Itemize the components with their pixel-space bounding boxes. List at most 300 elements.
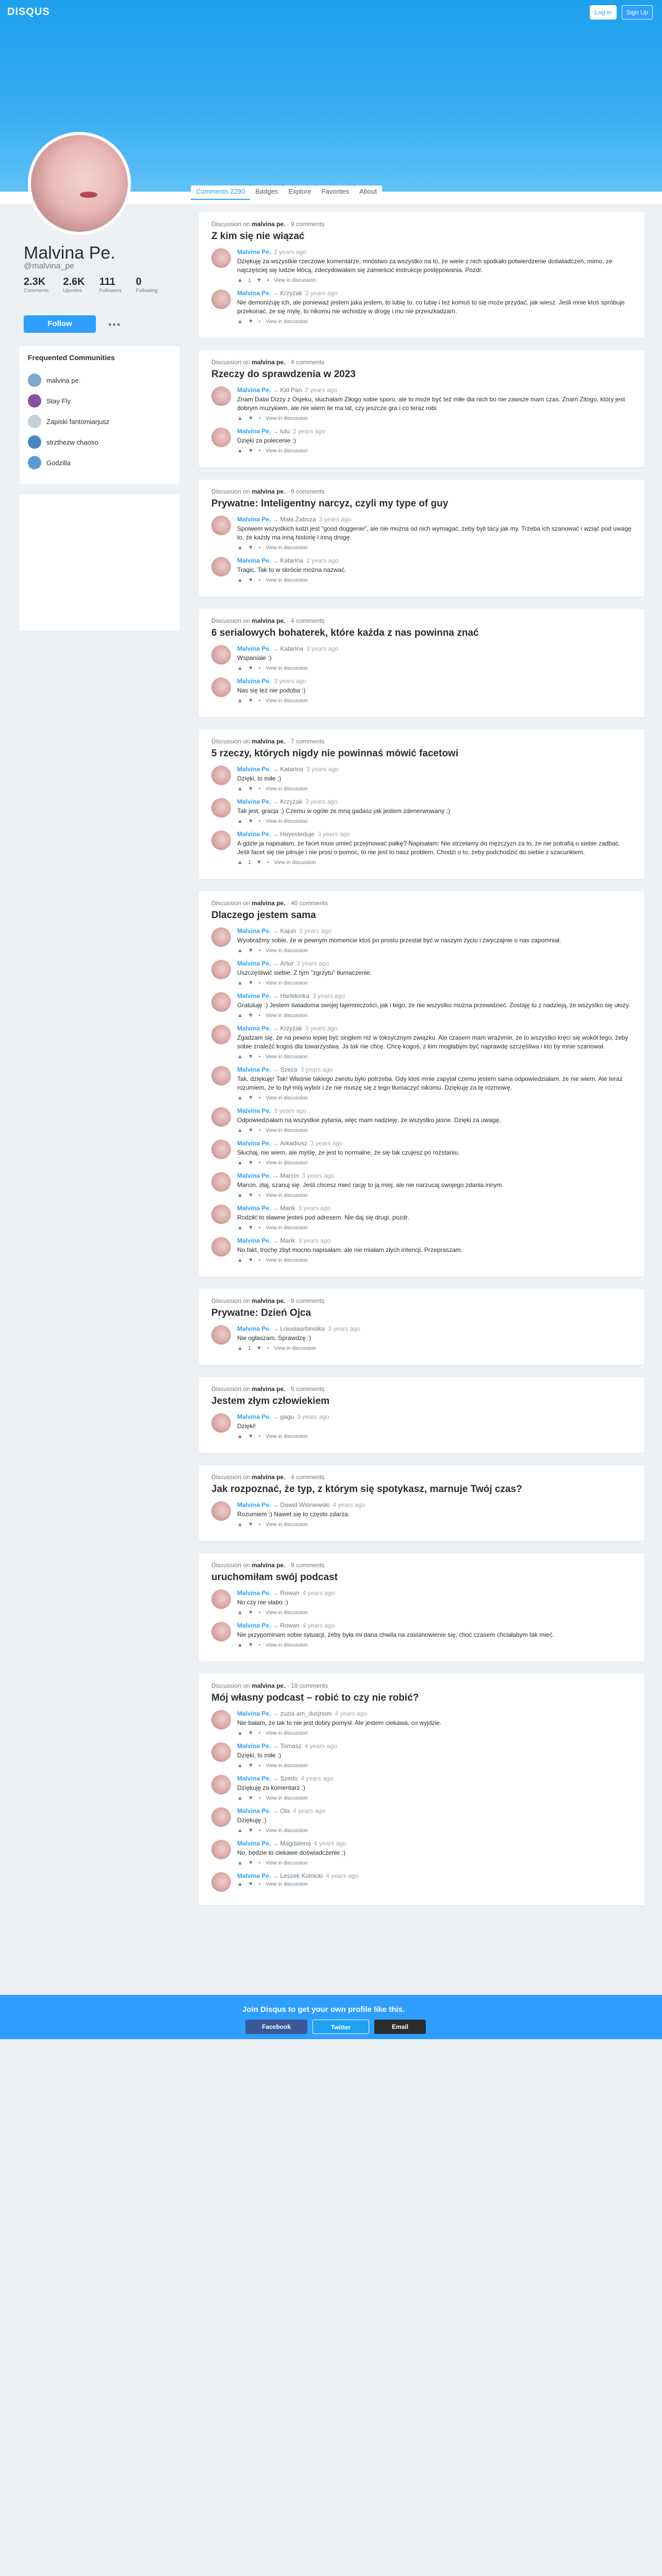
tab-comments[interactable]: Comments 2290 (191, 185, 250, 200)
comment-time[interactable]: 4 years ago (293, 1807, 325, 1815)
comment-time[interactable]: 4 years ago (333, 1501, 366, 1509)
view-in-discussion-link[interactable]: View in discussion (266, 1192, 308, 1198)
comment-time[interactable]: 3 years ago (318, 831, 350, 838)
upvote-icon[interactable]: ▲ (237, 318, 243, 325)
comment (211, 766, 632, 792)
comment-actions (237, 665, 632, 671)
view-in-discussion-link[interactable]: View in discussion (266, 980, 308, 986)
upvote-icon[interactable]: ▲ (237, 1127, 243, 1133)
site-link[interactable]: malvina pe. (252, 1385, 286, 1393)
email-button[interactable]: Email (374, 2020, 426, 2034)
site-link[interactable]: malvina pe. (252, 1562, 286, 1569)
comment-time[interactable]: 3 years ago (297, 1413, 329, 1420)
comment-time[interactable]: 3 years ago (306, 766, 339, 773)
comment-author[interactable]: Malvina Pe. (237, 1066, 271, 1073)
reply-to-author[interactable]: Leszek Kolnicki (280, 1872, 323, 1879)
site-link[interactable]: malvina pe. (252, 221, 286, 228)
discussion-card (199, 1465, 644, 1541)
avatar[interactable] (211, 645, 231, 665)
avatar[interactable] (211, 1205, 231, 1224)
comment-author[interactable]: Malvina Pe. (237, 1172, 271, 1179)
avatar[interactable] (211, 428, 231, 447)
downvote-icon[interactable]: ▼ (247, 818, 254, 824)
downvote-icon[interactable]: ▼ (247, 698, 254, 704)
comment (211, 645, 632, 671)
discussion-title[interactable]: 5 rzeczy, których nigdy nie powinnaś mówić facetowi (211, 748, 458, 759)
reply-to-author[interactable]: gagu (280, 1413, 294, 1420)
avatar[interactable] (211, 766, 231, 785)
view-in-discussion-link[interactable]: View in discussion (266, 1881, 308, 1887)
upvote-icon[interactable]: ▲ (237, 1192, 243, 1198)
tab-favorites[interactable]: Favorites (317, 185, 354, 200)
facebook-button[interactable]: Facebook (245, 2020, 307, 2034)
view-in-discussion-link[interactable]: View in discussion (266, 1054, 308, 1060)
view-in-discussion-link[interactable]: View in discussion (266, 1095, 308, 1101)
upvote-icon[interactable]: ▲ (237, 1730, 243, 1736)
comment-time[interactable]: 3 years ago (328, 1325, 360, 1332)
comment-author[interactable]: Malvina Pe. (237, 831, 271, 838)
comment-count[interactable]: 9 comments (291, 488, 325, 495)
comment-text: Wspaniale :) (237, 654, 272, 662)
view-in-discussion-link[interactable]: View in discussion (266, 1521, 308, 1528)
downvote-icon[interactable]: ▼ (247, 1192, 254, 1198)
downvote-icon[interactable]: ▼ (247, 1642, 254, 1648)
comment-author[interactable]: Malvina Pe. (237, 1840, 271, 1847)
downvote-icon[interactable]: ▼ (247, 318, 254, 325)
view-in-discussion-link[interactable]: View in discussion (266, 415, 308, 421)
reply-to-author[interactable]: Dawid Wiśniewski (280, 1501, 330, 1509)
upvote-icon[interactable]: ▲ (237, 1054, 243, 1060)
profile-stats (24, 276, 158, 294)
reply-to-author[interactable]: Krzyżak (280, 290, 303, 297)
comment-text: Rozumiem :) Nawet się to często zdarza. (237, 1511, 350, 1518)
comment-author[interactable]: Malvina Pe. (237, 645, 271, 652)
view-in-discussion-link[interactable]: View in discussion (266, 818, 308, 824)
reply-to-author[interactable]: Szedo (280, 1775, 298, 1782)
comment-time[interactable]: 2 years ago (293, 428, 325, 435)
view-in-discussion-link[interactable]: View in discussion (266, 1433, 308, 1439)
view-in-discussion-link[interactable]: View in discussion (266, 1730, 308, 1736)
reply-to-author[interactable]: Arkadiusz (280, 1140, 308, 1147)
comment-author[interactable]: Malvina Pe. (237, 290, 271, 297)
upvote-icon[interactable]: ▲ (237, 1860, 243, 1866)
avatar[interactable] (211, 516, 231, 535)
view-in-discussion-link[interactable]: View in discussion (266, 1795, 308, 1801)
comment-time[interactable]: 3 years ago (305, 798, 338, 805)
follow-button[interactable]: Follow (24, 315, 96, 333)
comment-time[interactable]: 3 years ago (296, 960, 329, 967)
reply-to-author[interactable]: Rowan (280, 1589, 300, 1597)
comment-author[interactable]: Malvina Pe. (237, 1107, 271, 1114)
avatar[interactable] (211, 1025, 231, 1044)
downvote-icon[interactable]: ▼ (247, 1827, 254, 1834)
discussion-title[interactable]: Dlaczego jestem sama (211, 910, 316, 921)
view-in-discussion-link[interactable]: View in discussion (266, 577, 308, 583)
comment-author[interactable]: Malvina Pe. (237, 1807, 271, 1815)
comment-count[interactable]: 5 comments (291, 1385, 325, 1393)
upvote-icon[interactable]: ▲ (237, 415, 243, 421)
downvote-icon[interactable]: ▼ (247, 1881, 254, 1887)
stat-followers[interactable]: 111 Followers (99, 276, 122, 294)
comment-author[interactable]: Malvina Pe. (237, 960, 271, 967)
upvote-icon[interactable]: ▲ (237, 448, 243, 454)
downvote-icon[interactable]: ▼ (247, 1160, 254, 1166)
comment-count[interactable]: 9 comments (291, 1297, 325, 1304)
upvote-icon[interactable]: ▲ (237, 1433, 243, 1439)
comment-author[interactable]: Malvina Pe. (237, 1710, 271, 1717)
view-in-discussion-link[interactable]: View in discussion (266, 947, 308, 954)
site-link[interactable]: malvina pe. (252, 1682, 286, 1689)
avatar[interactable] (211, 1775, 231, 1794)
upvote-icon[interactable]: ▲ (237, 665, 243, 671)
card-meta: Discussion on malvina pe. · 9 comments (211, 1562, 325, 1569)
site-link[interactable]: malvina pe. (252, 617, 286, 624)
downvote-icon[interactable]: ▼ (247, 415, 254, 421)
reply-to-author[interactable]: Szeza (280, 1066, 297, 1073)
discussion-title[interactable]: Prywatne: Dzień Ojca (211, 1308, 311, 1318)
comment-author[interactable]: Malvina Pe. (237, 248, 271, 256)
comment-author[interactable]: Malvina Pe. (237, 1140, 271, 1147)
comment-time[interactable]: 4 years ago (313, 1840, 346, 1847)
upvote-icon[interactable]: ▲ (237, 545, 243, 551)
discussion-title[interactable]: Mój własny podcast – robić to czy nie robić? (211, 1692, 419, 1703)
comment-time[interactable]: 3 years ago (274, 677, 307, 685)
downvote-icon[interactable]: ▼ (256, 277, 262, 283)
stat-following[interactable]: 0 Following (136, 276, 158, 294)
reply-to-author[interactable]: Artur (280, 960, 294, 967)
reply-to-author[interactable]: Lolusiaarbinolka (280, 1325, 325, 1332)
comment-time[interactable]: 3 years ago (298, 1205, 331, 1212)
downvote-icon[interactable]: ▼ (256, 859, 262, 866)
avatar[interactable] (211, 1172, 231, 1192)
comment-time[interactable]: 3 years ago (319, 516, 352, 523)
avatar[interactable] (211, 1325, 231, 1345)
stat-comments[interactable]: 2.3K Comments (24, 276, 49, 294)
comment-count[interactable]: 4 comments (291, 359, 325, 366)
avatar[interactable] (211, 1107, 231, 1127)
comment-time[interactable]: 2 years ago (305, 290, 338, 297)
site-link[interactable]: malvina pe. (252, 359, 286, 366)
reply-to-author[interactable]: Kajun (280, 927, 296, 935)
reply-to-author[interactable]: Rowan (280, 1622, 300, 1629)
comment-author[interactable]: Malvina Pe. (237, 1775, 271, 1782)
signup-button[interactable]: Sign Up (622, 5, 653, 20)
upvote-icon[interactable]: ▲ (237, 1521, 243, 1528)
downvote-icon[interactable]: ▼ (247, 448, 254, 454)
reply-arrow-icon: → (272, 1205, 279, 1212)
comment-author[interactable]: Malvina Pe. (237, 1237, 271, 1244)
avatar[interactable] (211, 1710, 231, 1730)
upvote-icon[interactable]: ▲ (237, 947, 243, 954)
avatar[interactable] (211, 1840, 231, 1859)
upvote-icon[interactable]: ▲ (237, 1225, 243, 1231)
discussion-title[interactable]: Prywatne: Inteligentny narcyz, czyli my type of guy (211, 498, 449, 509)
upvote-icon[interactable]: ▲ (237, 277, 243, 283)
view-in-discussion-link[interactable]: View in discussion (266, 698, 308, 704)
downvote-icon[interactable]: ▼ (247, 1127, 254, 1133)
avatar[interactable] (211, 290, 231, 309)
comment-author[interactable]: Malvina Pe. (237, 516, 271, 523)
twitter-button[interactable]: Twitter (312, 2020, 369, 2034)
comment-time[interactable]: 4 years ago (301, 1775, 334, 1782)
upvote-icon[interactable]: ▲ (237, 1012, 243, 1019)
avatar[interactable] (211, 677, 231, 697)
comment-time[interactable]: 4 years ago (326, 1872, 358, 1879)
reply-to-author[interactable]: Marcin (280, 1172, 299, 1179)
comment-author[interactable]: Malvina Pe. (237, 992, 271, 999)
view-in-discussion-link[interactable]: View in discussion (266, 1609, 308, 1616)
downvote-icon[interactable]: ▼ (256, 1345, 262, 1351)
downvote-icon[interactable]: ▼ (247, 786, 254, 792)
discussion-title[interactable]: Rzeczy do sprawdzenia w 2023 (211, 369, 356, 380)
comment-author[interactable]: Malvina Pe. (237, 1325, 271, 1332)
comment-time[interactable]: 3 years ago (306, 645, 339, 652)
discussion-title[interactable]: uruchomiłam swój podcast (211, 1572, 338, 1583)
comment-feed (199, 212, 644, 1918)
disqus-logo[interactable]: DISQUS (7, 6, 50, 18)
upvote-icon[interactable]: ▲ (237, 1345, 243, 1351)
upvote-icon[interactable]: ▲ (237, 1160, 243, 1166)
comment-author[interactable]: Malvina Pe. (237, 1205, 271, 1212)
upvote-icon[interactable]: ▲ (237, 1881, 243, 1887)
discussion-title[interactable]: Z kim się nie wiązać (211, 231, 305, 242)
upvote-icon[interactable]: ▲ (237, 1762, 243, 1769)
downvote-icon[interactable]: ▼ (247, 1257, 254, 1263)
community-item[interactable] (28, 432, 171, 452)
comment-author[interactable]: Malvina Pe. (237, 428, 271, 435)
comment-author[interactable]: Malvina Pe. (237, 677, 271, 685)
comment-author[interactable]: Malvina Pe. (237, 386, 271, 394)
upvote-icon[interactable]: ▲ (237, 1257, 243, 1263)
avatar[interactable] (211, 992, 231, 1012)
comment-time[interactable]: 3 years ago (300, 1066, 333, 1073)
comment-time[interactable]: 3 years ago (274, 1107, 307, 1114)
comment-time[interactable]: 2 years ago (305, 386, 338, 394)
communities-title: Frequented Communities (28, 353, 115, 362)
reply-to-author[interactable]: Mała Żaboza (280, 516, 316, 523)
comment-author[interactable]: Malvina Pe. (237, 927, 271, 935)
comment-author[interactable]: Malvina Pe. (237, 1025, 271, 1032)
view-in-discussion-link[interactable]: View in discussion (274, 277, 316, 283)
downvote-icon[interactable]: ▼ (247, 1012, 254, 1019)
avatar[interactable] (211, 1413, 231, 1433)
comment-text: Tak jest, gracja :) Czemu w ogóle ze mną gadasz jak jestem zdenerwowany ;) (237, 807, 450, 815)
more-options-icon[interactable]: ••• (108, 319, 121, 330)
comment-time[interactable]: 3 years ago (312, 992, 345, 999)
site-link[interactable]: malvina pe. (252, 488, 286, 495)
community-item[interactable] (28, 391, 171, 411)
vote-count: 1 (247, 859, 252, 866)
view-in-discussion-link[interactable]: View in discussion (266, 786, 308, 792)
upvote-icon[interactable]: ▲ (237, 1609, 243, 1616)
reply-to-author[interactable]: Hayesteduje (280, 831, 315, 838)
discussion-title[interactable]: Jestem złym człowiekiem (211, 1396, 330, 1406)
comment-text: Nie przypominam sobie sytuacji, żeby była mi dana chwila na zastanowienie się, choć czasem chciałabym tak mieć. (237, 1631, 554, 1638)
view-in-discussion-link[interactable]: View in discussion (266, 1012, 308, 1019)
downvote-icon[interactable]: ▼ (247, 1225, 254, 1231)
site-link[interactable]: malvina pe. (252, 900, 286, 907)
downvote-icon[interactable]: ▼ (247, 1521, 254, 1528)
comment-count[interactable]: 9 comments (291, 1562, 325, 1569)
reply-to-author[interactable]: lulu (280, 428, 290, 435)
avatar[interactable] (211, 557, 231, 577)
view-in-discussion-link[interactable]: View in discussion (266, 1860, 308, 1866)
comment (211, 557, 632, 583)
comment-author[interactable]: Malvina Pe. (237, 766, 271, 773)
comment-time[interactable]: 3 years ago (302, 1172, 335, 1179)
view-in-discussion-link[interactable]: View in discussion (274, 859, 316, 866)
downvote-icon[interactable]: ▼ (247, 947, 254, 954)
reply-to-author[interactable]: Krzyżak (280, 1025, 303, 1032)
avatar[interactable] (211, 1742, 231, 1762)
comment-header (237, 992, 632, 999)
site-link[interactable]: malvina pe. (252, 738, 286, 745)
reply-to-author[interactable]: Magdalena (280, 1840, 311, 1847)
upvote-icon[interactable]: ▲ (237, 786, 243, 792)
tab-about[interactable]: About (354, 185, 382, 200)
view-in-discussion-link[interactable]: View in discussion (274, 1345, 316, 1351)
upvote-icon[interactable]: ▲ (237, 1827, 243, 1834)
comment-author[interactable]: Malvina Pe. (237, 1872, 271, 1879)
tab-badges[interactable]: Badges (250, 185, 283, 200)
comment-time[interactable]: 3 years ago (310, 1140, 343, 1147)
avatar[interactable] (211, 1622, 231, 1641)
comment-author[interactable]: Malvina Pe. (237, 1742, 271, 1750)
downvote-icon[interactable]: ▼ (247, 577, 254, 583)
community-item[interactable] (28, 411, 171, 432)
downvote-icon[interactable]: ▼ (247, 980, 254, 986)
comment-count[interactable]: 4 comments (291, 1473, 325, 1481)
comment-time[interactable]: 4 years ago (302, 1622, 335, 1629)
avatar[interactable] (211, 831, 231, 850)
downvote-icon[interactable]: ▼ (247, 1730, 254, 1736)
comment-time[interactable]: 3 years ago (305, 1025, 338, 1032)
avatar[interactable] (211, 1807, 231, 1827)
downvote-icon[interactable]: ▼ (247, 1054, 254, 1060)
view-in-discussion-link[interactable]: View in discussion (266, 1127, 308, 1133)
reply-to-author[interactable]: Katarina (280, 645, 304, 652)
downvote-icon[interactable]: ▼ (247, 1095, 254, 1101)
avatar[interactable] (211, 798, 231, 818)
comment-count[interactable]: 18 comments (291, 1682, 328, 1689)
downvote-icon[interactable]: ▼ (247, 1762, 254, 1769)
avatar[interactable] (211, 1237, 231, 1257)
upvote-icon[interactable]: ▲ (237, 818, 243, 824)
comment-body (237, 1413, 632, 1439)
community-item[interactable] (28, 452, 171, 473)
upvote-icon[interactable]: ▲ (237, 577, 243, 583)
avatar[interactable] (211, 1140, 231, 1159)
login-button[interactable]: Log in (590, 5, 617, 20)
downvote-icon[interactable]: ▼ (247, 1795, 254, 1801)
view-in-discussion-link[interactable]: View in discussion (266, 318, 308, 325)
view-in-discussion-link[interactable]: View in discussion (266, 448, 308, 454)
discussion-card (199, 1289, 644, 1365)
reply-to-author[interactable]: Krzyżak (280, 798, 303, 805)
community-item[interactable] (28, 370, 171, 391)
view-in-discussion-link[interactable]: View in discussion (266, 1225, 308, 1231)
downvote-icon[interactable]: ▼ (247, 1609, 254, 1616)
view-in-discussion-link[interactable]: View in discussion (266, 1642, 308, 1648)
avatar[interactable] (211, 1501, 231, 1521)
upvote-icon[interactable]: ▲ (237, 859, 243, 866)
comment-header (237, 428, 632, 435)
comment-author[interactable]: Malvina Pe. (237, 1589, 271, 1597)
downvote-icon[interactable]: ▼ (247, 545, 254, 551)
avatar[interactable] (211, 386, 231, 406)
view-in-discussion-link[interactable]: View in discussion (266, 1827, 308, 1834)
comment-count[interactable]: 40 comments (291, 900, 328, 907)
avatar[interactable] (211, 1589, 231, 1609)
avatar[interactable] (211, 960, 231, 979)
discussion-title[interactable]: 6 serialowych bohaterek, które każda z nas powinna znać (211, 628, 479, 638)
avatar[interactable] (211, 927, 231, 947)
view-in-discussion-link[interactable]: View in discussion (266, 1257, 308, 1263)
comment-header (237, 766, 632, 773)
avatar[interactable] (211, 1872, 231, 1892)
separator: • (258, 1127, 261, 1133)
downvote-icon[interactable]: ▼ (247, 1860, 254, 1866)
site-link[interactable]: malvina pe. (252, 1297, 286, 1304)
avatar[interactable] (211, 1066, 231, 1086)
upvote-icon[interactable]: ▲ (237, 1095, 243, 1101)
downvote-icon[interactable]: ▼ (247, 1433, 254, 1439)
downvote-icon[interactable]: ▼ (247, 665, 254, 671)
view-in-discussion-link[interactable]: View in discussion (266, 665, 308, 671)
site-link[interactable]: malvina pe. (252, 1473, 286, 1481)
reply-to-author[interactable]: Katarina (280, 766, 304, 773)
comment-author[interactable]: Malvina Pe. (237, 798, 271, 805)
comment-author[interactable]: Malvina Pe. (237, 557, 271, 564)
reply-to-author[interactable]: Katarina (280, 557, 304, 564)
reply-to-author[interactable]: Ola (280, 1807, 290, 1815)
reply-arrow-icon: → (272, 428, 279, 435)
separator: • (258, 1225, 261, 1231)
upvote-icon[interactable]: ▲ (237, 698, 243, 704)
comment-time[interactable]: 2 years ago (306, 557, 339, 564)
comment-header (237, 677, 632, 685)
reply-to-author[interactable]: Harlekinka (280, 992, 310, 999)
view-in-discussion-link[interactable]: View in discussion (266, 1762, 308, 1769)
reply-to-author[interactable]: Tomasz (280, 1742, 302, 1750)
reply-arrow-icon: → (272, 557, 279, 564)
view-in-discussion-link[interactable]: View in discussion (266, 1160, 308, 1166)
view-in-discussion-link[interactable]: View in discussion (266, 545, 308, 551)
tab-explore[interactable]: Explore (283, 185, 316, 200)
comment-time[interactable]: 4 years ago (302, 1589, 335, 1597)
reply-to-author[interactable]: Kid Pan (280, 386, 302, 394)
upvote-icon[interactable]: ▲ (237, 1795, 243, 1801)
comment-author[interactable]: Malvina Pe. (237, 1413, 271, 1420)
comment-time[interactable]: 3 years ago (299, 927, 332, 935)
comment-author[interactable]: Malvina Pe. (237, 1501, 271, 1509)
comment-count[interactable]: 9 comments (291, 221, 325, 228)
upvote-icon[interactable]: ▲ (237, 1642, 243, 1648)
comment-count[interactable]: 7 comments (291, 738, 325, 745)
upvote-icon[interactable]: ▲ (237, 980, 243, 986)
comment-time[interactable]: 2 years ago (274, 248, 307, 256)
reply-to-author[interactable]: zuzia am_dusjnom (280, 1710, 332, 1717)
reply-to-author[interactable]: Marik (280, 1237, 295, 1244)
discussion-title[interactable]: Jak rozpoznać, że typ, z którym się spotykasz, marnuje Twój czas? (211, 1484, 522, 1495)
comment-time[interactable]: 3 years ago (298, 1237, 331, 1244)
comment-time[interactable]: 4 years ago (335, 1710, 368, 1717)
reply-to-author[interactable]: Marik (280, 1205, 295, 1212)
comment-time[interactable]: 4 years ago (304, 1742, 337, 1750)
comment-count[interactable]: 4 comments (291, 617, 325, 624)
comment-author[interactable]: Malvina Pe. (237, 1622, 271, 1629)
avatar[interactable] (211, 248, 231, 268)
